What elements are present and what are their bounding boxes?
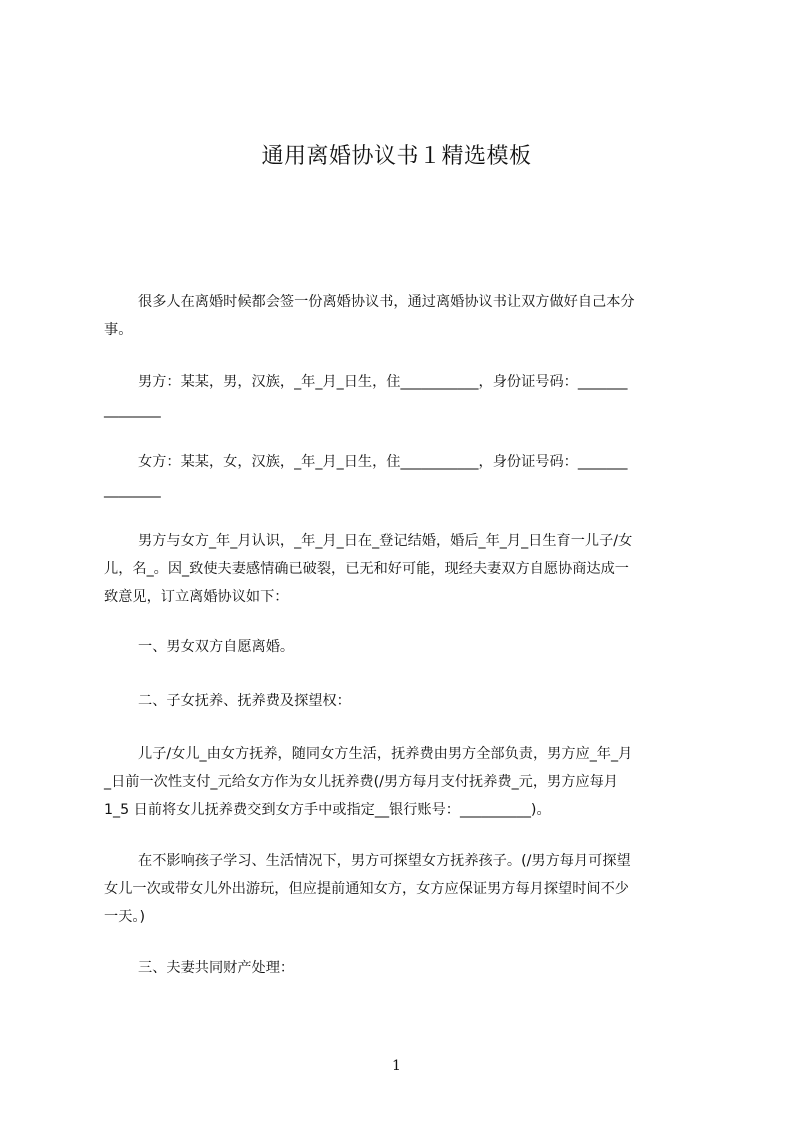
- paragraph-line: 事。: [104, 322, 133, 338]
- paragraph-line: 在不影响孩子学习、生活情况下，男方可探望女方抚养孩子。(/男方每月可探望: [138, 853, 631, 869]
- paragraph-clause-2-heading: [104, 687, 702, 715]
- paragraph-line: 女方：某某，女，汉族，_年_月_日生，住___________，身份证号码：_______: [138, 454, 628, 470]
- paragraph-line: 男方与女方_年_月认识，_年_月_日在_登记结婚，婚后_年_月_日生育一儿子/女: [138, 533, 633, 549]
- paragraph-line: 致意见，订立离婚协议如下：: [104, 589, 289, 605]
- page-number: 1: [392, 1058, 401, 1074]
- paragraph-line: 二、子女抚养、抚养费及探望权：: [138, 693, 351, 709]
- paragraph-clause-1: [104, 633, 702, 661]
- paragraph-line: 三、夫妻共同财产处理：: [138, 960, 295, 976]
- document-title: 通用离婚协议书１精选模板: [261, 144, 532, 169]
- paragraph-line: 1_5 日前将女儿抚养费交到女方手中或指定__银行账号：__________)。: [104, 802, 551, 818]
- paragraph-visitation: [104, 847, 702, 931]
- paragraph-custody: [104, 740, 702, 824]
- paragraph-line: ________: [104, 482, 161, 498]
- paragraph-line: 男方：某某，男，汉族，_年_月_日生，住___________，身份证号码：_______: [138, 374, 628, 390]
- paragraph-male-party: [104, 368, 702, 424]
- paragraph-line: 一天。): [104, 909, 145, 925]
- paragraph-clause-3-heading: [104, 954, 702, 982]
- paragraph-line: 儿子/女儿_由女方抚养，随同女方生活，抚养费由男方全部负责，男方应_年_月: [138, 746, 633, 762]
- paragraph-line: _日前一次性支付_元给女方作为女儿抚养费(/男方每月支付抚养费_元，男方应每月: [104, 774, 618, 790]
- paragraph-intro: [104, 288, 702, 344]
- paragraph-background: [104, 527, 702, 611]
- paragraph-line: 女儿一次或带女儿外出游玩，但应提前通知女方，女方应保证男方每月探望时间不少: [104, 881, 629, 897]
- paragraph-line: ________: [104, 402, 161, 418]
- paragraph-line: 一、男女双方自愿离婚。: [138, 639, 295, 655]
- paragraph-line: 儿，名_。因_致使夫妻感情确已破裂，已无和好可能，现经夫妻双方自愿协商达成一: [104, 561, 629, 577]
- paragraph-line: 很多人在离婚时候都会签一份离婚协议书，通过离婚协议书让双方做好自己本分: [138, 294, 635, 310]
- paragraph-female-party: [104, 448, 702, 504]
